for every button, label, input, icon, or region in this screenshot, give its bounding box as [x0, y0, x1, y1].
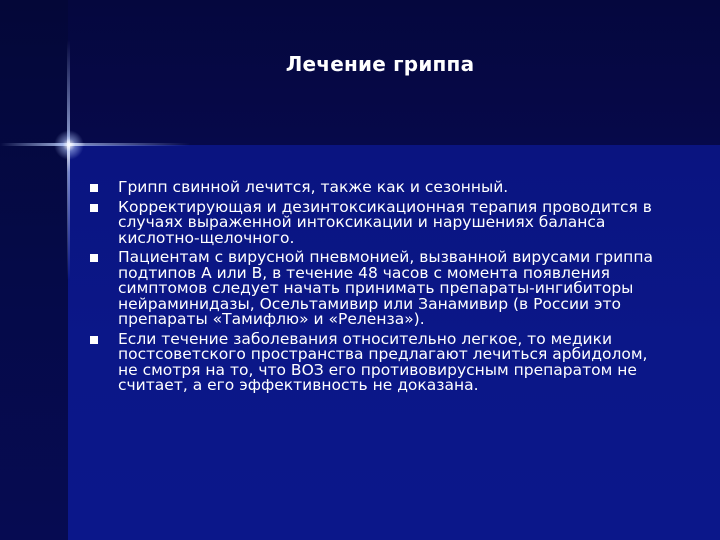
sparkle-star-icon-horizontal-ray [0, 143, 190, 146]
square-bullet-icon [90, 254, 98, 262]
list-item [88, 329, 663, 394]
bullet-text: Грипп свинной лечится, также как и сезонный. [118, 178, 509, 196]
square-bullet-icon [90, 336, 98, 344]
left-background-band [0, 0, 68, 540]
slide-title: Лечение гриппа [285, 52, 475, 76]
sparkle-star-icon-vertical-ray [67, 40, 70, 280]
list-item [88, 180, 663, 196]
square-bullet-icon [90, 204, 98, 212]
list-item [88, 197, 663, 247]
bullet-list [88, 180, 663, 398]
bullet-text: Пациентам с вирусной пневмонией, вызванной вирусами гриппа подтипов А или В, в течение 48 часов с момента появления симптомов следует начать принимать препараты-ингибиторы нейраминидазы, Осельтамивир или Занамивир (в России это препараты «Тамифлю» и «Реленза»). [118, 248, 653, 328]
sparkle-star-icon [54, 130, 84, 160]
bullet-text: Если течение заболевания относительно легкое, то медики постсоветского пространства предлагают лечиться арбидолом, не смотря на то, что ВОЗ его противовирусным препаратом не считает, а его эффективность не доказана. [118, 329, 648, 394]
square-bullet-icon [90, 184, 98, 192]
list-item [88, 250, 663, 328]
bullet-text: Корректирующая и дезинтоксикационная терапия проводится в случаях выраженной интоксикации и нарушениях баланса кислотно-щелочного. [118, 197, 652, 247]
